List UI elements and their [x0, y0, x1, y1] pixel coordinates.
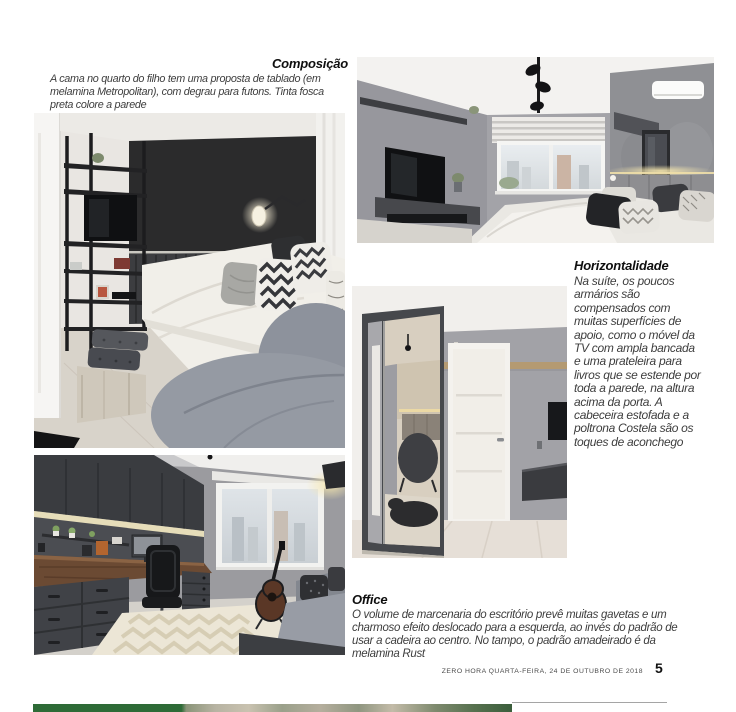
caption-horizontalidade-body: Na suíte, os poucos armários são compensados com muitas superfícies de apoio, como o móvel da TV com ampla bancada e uma prateleira para livros que se estende por toda a parede, na altura acima da porta. A cabeceira estofada e a poltrona Costela são os toques de aconchego [574, 274, 701, 449]
roller-blind [492, 117, 605, 143]
caption-composicao-body: A cama no quarto do filho tem uma proposta de tablado (em melamina Metropolitan), com degrau para futons. Tinta fosca preta colore a parede [50, 73, 324, 111]
caption-office-body: O volume de marcenaria do escritório prevê muitas gavetas e um charmoso efeito deslocado para a esquerda, ao invés do padrão de usar a cadeira ao centro. No tampo, o padrão amadeirado é da melamina Rust [352, 609, 678, 660]
page-edge-line [512, 702, 667, 703]
caption-composicao [50, 56, 348, 112]
tv [548, 402, 567, 440]
footer-edition: ZERO HORA QUARTA-FEIRA, 24 DE OUTUBRO DE 2018 [441, 668, 643, 675]
air-conditioner [652, 81, 704, 99]
caption-horizontalidade [574, 258, 702, 449]
white-door [448, 343, 510, 521]
next-page-strip [33, 704, 512, 712]
caption-composicao-title: Composição [271, 56, 348, 71]
window [495, 141, 607, 195]
photo-mirror-hallway [352, 286, 567, 558]
light-switch [537, 441, 542, 449]
mirrored-wardrobe [362, 306, 444, 558]
caption-office [352, 592, 698, 661]
photo-office [34, 455, 345, 655]
caption-horizontalidade-title: Horizontalidade [574, 258, 669, 273]
photo-son-bedroom [34, 113, 345, 448]
footer-page-number: 5 [655, 660, 663, 676]
wall-lamp [610, 175, 616, 181]
photo-suite-bedroom [357, 57, 714, 243]
costela-armchair-reflection [398, 433, 438, 483]
window [216, 483, 324, 570]
door-handle [497, 438, 504, 442]
floating-bench [522, 464, 567, 501]
caption-office-title: Office [352, 592, 388, 607]
white-door [34, 113, 61, 418]
mirror-reflection [385, 314, 440, 547]
